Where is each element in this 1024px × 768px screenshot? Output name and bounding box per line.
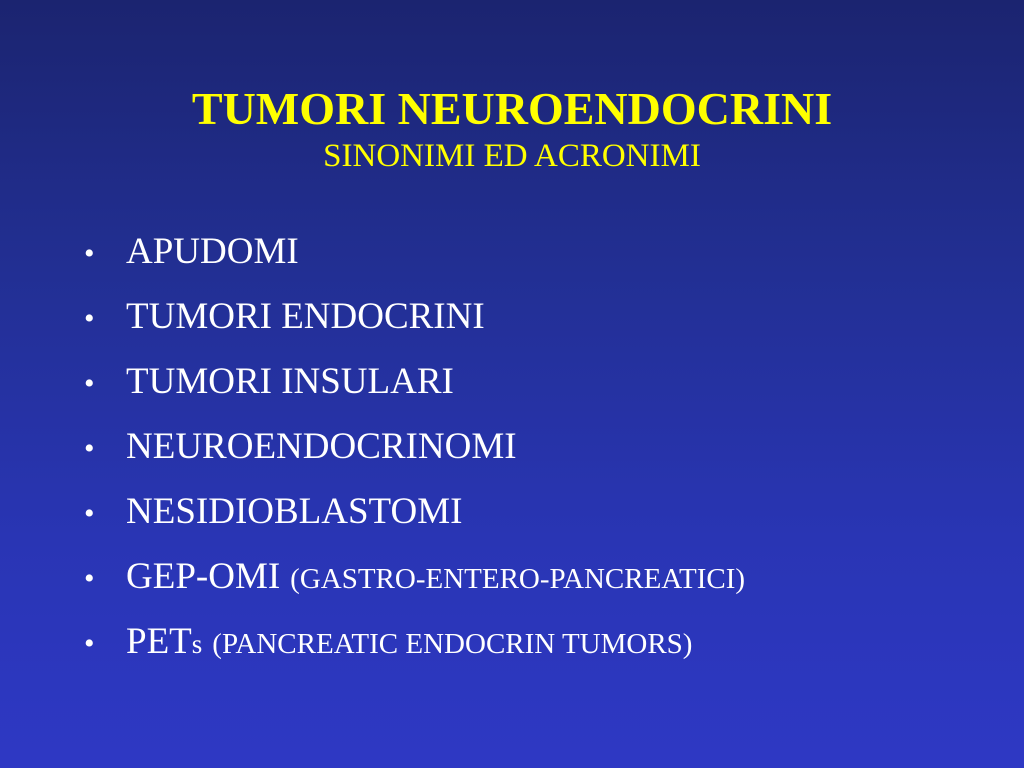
bullet-icon: • <box>84 432 95 465</box>
bullet-icon: • <box>84 497 95 530</box>
bullet-parenthetical: (GASTRO-ENTERO-PANCREATICI) <box>290 563 746 595</box>
bullet-text: TUMORI INSULARI <box>126 361 454 402</box>
title-block <box>0 82 1024 176</box>
bullet-item <box>84 555 745 620</box>
bullet-icon: • <box>84 367 95 400</box>
bullet-text: NESIDIOBLASTOMI <box>126 491 463 532</box>
bullet-text: GEP-OMI <box>126 556 281 597</box>
bullet-text-suffix: s <box>191 629 203 659</box>
bullet-text: NEUROENDOCRINOMI <box>126 426 517 467</box>
bullet-text: APUDOMI <box>126 231 299 272</box>
bullet-icon: • <box>84 302 95 335</box>
bullet-icon: • <box>84 562 95 595</box>
bullet-item <box>84 230 745 295</box>
bullet-item <box>84 360 745 425</box>
bullet-text: PET <box>126 621 192 662</box>
bullet-item <box>84 295 745 360</box>
slide-subtitle: SINONIMI ED ACRONIMI <box>323 138 701 174</box>
bullet-parenthetical: (PANCREATIC ENDOCRIN TUMORS) <box>212 628 693 660</box>
slide-title: TUMORI NEUROENDOCRINI <box>191 83 833 134</box>
bullet-item <box>84 425 745 490</box>
bullet-icon: • <box>84 627 95 660</box>
bullet-icon: • <box>84 237 95 270</box>
bullet-item <box>84 620 745 685</box>
bullet-item <box>84 490 745 555</box>
bullet-text: TUMORI ENDOCRINI <box>126 296 485 337</box>
bullet-list <box>84 230 745 685</box>
